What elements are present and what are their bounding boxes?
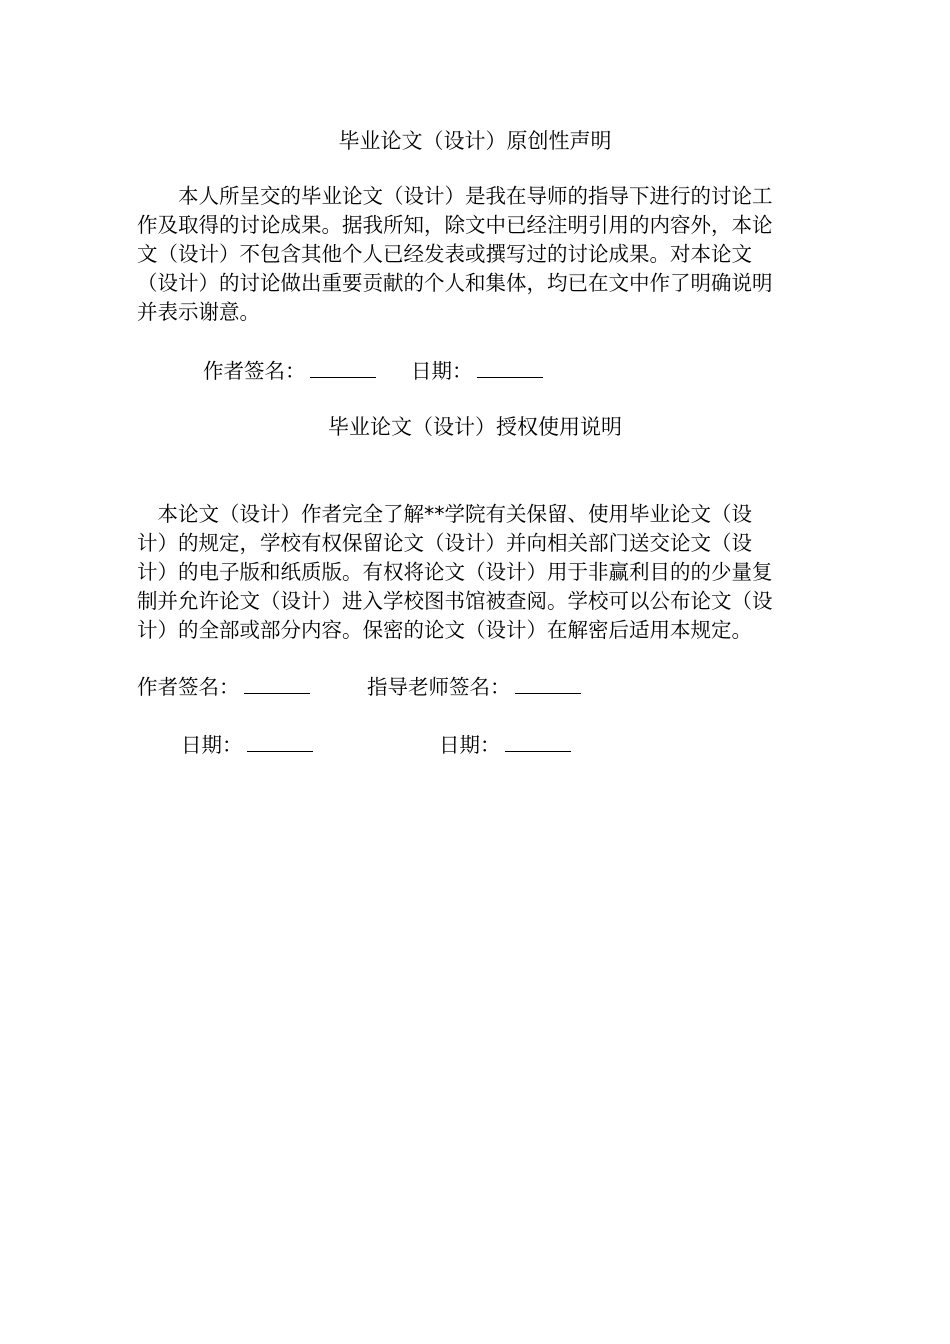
declaration-author-signature bbox=[203, 357, 376, 385]
date-blank bbox=[477, 357, 543, 378]
declaration-paragraph bbox=[137, 182, 773, 327]
declaration-title: 毕业论文（设计）原创性声明 bbox=[338, 129, 612, 153]
date-label: 日期： bbox=[411, 359, 473, 383]
declaration-line: （设计）的讨论做出重要贡献的个人和集体，均已在文中作了明确说明 bbox=[137, 271, 773, 295]
declaration-date bbox=[411, 357, 543, 385]
date-blank bbox=[247, 731, 313, 752]
authorization-line: 计）的全部或部分内容。保密的论文（设计）在解密后适用本规定。 bbox=[137, 618, 752, 642]
declaration-line: 作及取得的讨论成果。据我所知，除文中已经注明引用的内容外，本论 bbox=[137, 213, 773, 237]
author-date bbox=[181, 731, 313, 759]
authorization-line: 计）的规定，学校有权保留论文（设计）并向相关部门送交论文（设 bbox=[137, 531, 752, 555]
date-blank bbox=[505, 731, 571, 752]
date-label: 日期： bbox=[181, 733, 243, 757]
author-signature-label: 作者签名： bbox=[203, 359, 306, 383]
declaration-line: 本人所呈交的毕业论文（设计）是我在导师的指导下进行的讨论工 bbox=[137, 184, 773, 208]
authorization-author-signature bbox=[137, 673, 310, 701]
date-label: 日期： bbox=[439, 733, 501, 757]
advisor-signature-blank bbox=[515, 673, 581, 694]
advisor-signature bbox=[367, 673, 581, 701]
advisor-date bbox=[439, 731, 571, 759]
authorization-line: 计）的电子版和纸质版。有权将论文（设计）用于非赢利目的的少量复 bbox=[137, 560, 773, 584]
authorization-line: 制并允许论文（设计）进入学校图书馆被查阅。学校可以公布论文（设 bbox=[137, 589, 773, 613]
author-signature-blank bbox=[244, 673, 310, 694]
advisor-signature-label: 指导老师签名： bbox=[367, 675, 511, 699]
author-signature-blank bbox=[310, 357, 376, 378]
authorization-title: 毕业论文（设计）授权使用说明 bbox=[328, 415, 622, 439]
authorization-line: 本论文（设计）作者完全了解**学院有关保留、使用毕业论文（设 bbox=[137, 502, 752, 526]
author-signature-label: 作者签名： bbox=[137, 675, 240, 699]
declaration-line: 文（设计）不包含其他个人已经发表或撰写过的讨论成果。对本论文 bbox=[137, 242, 752, 266]
authorization-paragraph bbox=[137, 500, 773, 645]
declaration-line: 并表示谢意。 bbox=[137, 300, 260, 324]
